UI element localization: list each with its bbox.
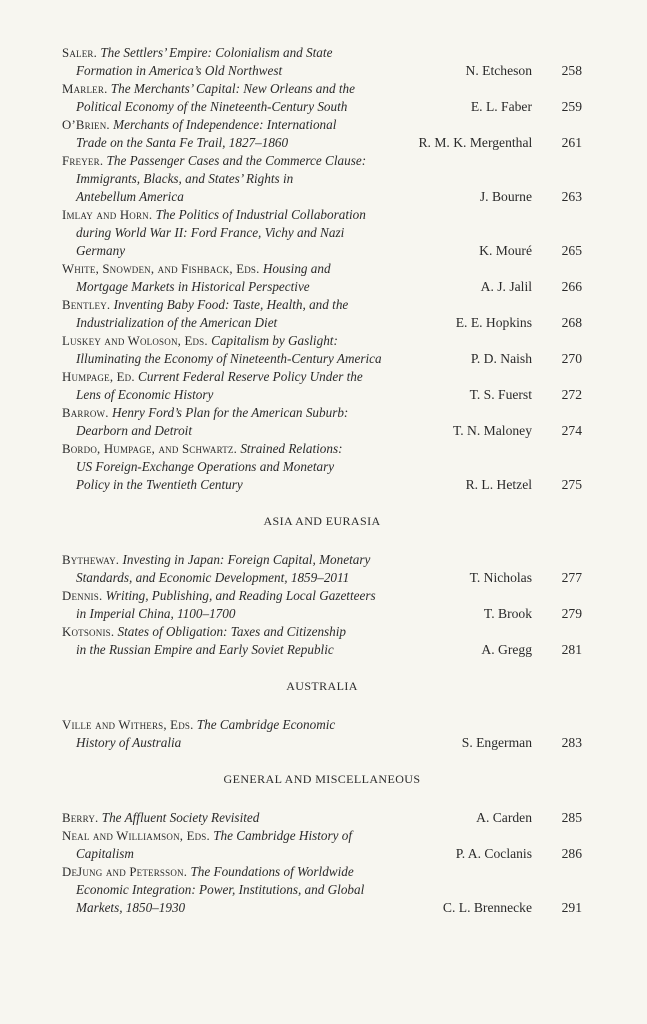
reviewer-name: E. L. Faber	[470, 99, 532, 114]
citation-line	[62, 134, 418, 152]
reviewer-name: R. L. Hetzel	[465, 477, 532, 492]
reviewer-name: C. L. Brennecke	[442, 900, 532, 915]
citation-line	[62, 206, 422, 224]
entry-citation	[62, 260, 422, 296]
book-authors: Kotsonis.	[62, 625, 115, 639]
review-entry	[62, 809, 582, 827]
review-entry	[62, 551, 582, 587]
page-number: 270	[561, 351, 582, 366]
book-authors: Bordo, Humpage, and Schwartz.	[62, 442, 238, 456]
section-heading: ASIA AND EURASIA	[263, 514, 381, 528]
citation-line	[62, 716, 422, 734]
review-entry	[62, 260, 582, 296]
review-entry	[62, 368, 582, 404]
entry-citation	[62, 80, 422, 116]
citation-line	[62, 551, 422, 569]
book-title: The Settlers’ Empire: Colonialism and State	[100, 45, 333, 60]
book-authors: Barrow.	[62, 406, 109, 420]
citation-line	[62, 458, 422, 476]
book-title: Industrialization of the American Diet	[76, 315, 278, 330]
citation-line	[62, 863, 422, 881]
reviewer-name: N. Etcheson	[465, 63, 532, 78]
page-number: 265	[561, 243, 582, 258]
book-title: States of Obligation: Taxes and Citizenship	[117, 624, 347, 639]
book-title: Current Federal Reserve Policy Under the	[138, 369, 363, 384]
citation-line	[62, 260, 422, 278]
page-number: 285	[561, 810, 582, 825]
reviewer-name: E. E. Hopkins	[455, 315, 532, 330]
entry-citation	[62, 152, 422, 206]
citation-line	[62, 224, 422, 242]
reviewer-name: T. S. Fuerst	[469, 387, 532, 402]
book-authors: Luskey and Woloson, Eds.	[62, 334, 208, 348]
book-title: Immigrants, Blacks, and States’ Rights in	[76, 171, 294, 186]
reviewer-name: P. A. Coclanis	[455, 846, 532, 861]
book-title: The Cambridge History of	[213, 828, 353, 843]
book-title: Strained Relations:	[240, 441, 343, 456]
review-entry	[62, 623, 582, 659]
entry-citation	[62, 587, 422, 623]
book-title: Economic Integration: Power, Institutions, and Global	[76, 882, 365, 897]
citation-line	[62, 809, 422, 827]
reviewer-name: T. Nicholas	[469, 570, 532, 585]
citation-line	[62, 605, 422, 623]
review-entry	[62, 206, 582, 260]
citation-line	[62, 404, 422, 422]
entry-citation	[62, 206, 422, 260]
contents-list	[62, 44, 582, 917]
citation-line	[62, 899, 422, 917]
book-title: Illuminating the Economy of Nineteenth-Century America	[76, 351, 382, 366]
review-entry	[62, 587, 582, 623]
reviewer-name: A. Carden	[476, 810, 532, 825]
book-authors: Dennis.	[62, 589, 103, 603]
review-entry	[62, 116, 582, 152]
citation-line	[62, 350, 422, 368]
book-title: Inventing Baby Food: Taste, Health, and the	[113, 297, 349, 312]
book-title: Markets, 1850–1930	[76, 900, 186, 915]
page-number: 277	[561, 570, 582, 585]
book-authors: Freyer.	[62, 154, 104, 168]
citation-line	[62, 296, 422, 314]
book-title: Formation in America’s Old Northwest	[76, 63, 283, 78]
review-entry	[62, 716, 582, 752]
book-title: in Imperial China, 1100–1700	[76, 606, 236, 621]
entry-citation	[62, 623, 422, 659]
book-authors: Ville and Withers, Eds.	[62, 718, 194, 732]
book-title: Antebellum America	[76, 189, 184, 204]
book-title: Writing, Publishing, and Reading Local Gazetteers	[105, 588, 376, 603]
page-number: 281	[561, 642, 582, 657]
citation-line	[62, 188, 422, 206]
entry-citation	[62, 863, 422, 917]
citation-line	[62, 368, 422, 386]
review-entry	[62, 152, 582, 206]
book-title: History of Australia	[76, 735, 182, 750]
entry-citation	[62, 404, 422, 440]
entry-citation	[62, 116, 418, 152]
citation-line	[62, 881, 422, 899]
book-title: Lens of Economic History	[76, 387, 214, 402]
reviewer-name: T. N. Maloney	[452, 423, 532, 438]
page-number: 272	[561, 387, 582, 402]
book-authors: Saler.	[62, 46, 98, 60]
citation-line	[62, 623, 422, 641]
citation-line	[62, 242, 422, 260]
book-title: Policy in the Twentieth Century	[76, 477, 243, 492]
citation-line	[62, 845, 422, 863]
book-title: The Cambridge Economic	[196, 717, 336, 732]
book-title: Trade on the Santa Fe Trail, 1827–1860	[76, 135, 289, 150]
entry-citation	[62, 551, 422, 587]
reviewer-name: T. Brook	[483, 606, 532, 621]
citation-line	[62, 827, 422, 845]
citation-line	[62, 152, 422, 170]
book-title: Capitalism by Gaslight:	[211, 333, 338, 348]
review-entry	[62, 863, 582, 917]
citation-line	[62, 332, 422, 350]
book-authors: DeJung and Petersson.	[62, 865, 188, 879]
citation-line	[62, 641, 422, 659]
citation-line	[62, 476, 422, 494]
book-title: Standards, and Economic Development, 1859–2011	[76, 570, 350, 585]
review-entry	[62, 296, 582, 332]
citation-line	[62, 440, 422, 458]
book-title: Mortgage Markets in Historical Perspective	[76, 279, 310, 294]
book-title: in the Russian Empire and Early Soviet Republic	[76, 642, 334, 657]
page-number: 268	[561, 315, 582, 330]
book-authors: Marler.	[62, 82, 108, 96]
book-authors: Bentley.	[62, 298, 111, 312]
page-number: 275	[561, 477, 582, 492]
citation-line	[62, 422, 422, 440]
page-number: 258	[561, 63, 582, 78]
citation-line	[62, 62, 422, 80]
page-number: 266	[561, 279, 582, 294]
book-authors: Berry.	[62, 811, 99, 825]
book-authors: Humpage, Ed.	[62, 370, 135, 384]
book-title: Investing in Japan: Foreign Capital, Monetary	[122, 552, 371, 567]
page-number: 263	[561, 189, 582, 204]
reviewer-name: R. M. K. Mergenthal	[418, 135, 533, 150]
book-authors: White, Snowden, and Fishback, Eds.	[62, 262, 260, 276]
page-number: 279	[561, 606, 582, 621]
entry-citation	[62, 716, 422, 752]
citation-line	[62, 386, 422, 404]
entry-citation	[62, 827, 422, 863]
page-number: 261	[561, 135, 582, 150]
book-title: Housing and	[262, 261, 331, 276]
review-entry	[62, 44, 582, 80]
reviewer-name: A. Gregg	[481, 642, 532, 657]
book-title: Capitalism	[76, 846, 134, 861]
citation-line	[62, 116, 418, 134]
review-entry	[62, 80, 582, 116]
book-authors: Bytheway.	[62, 553, 120, 567]
entry-citation	[62, 332, 422, 368]
book-title: The Passenger Cases and the Commerce Clause:	[106, 153, 367, 168]
book-authors: O’Brien.	[62, 118, 110, 132]
book-title: The Foundations of Worldwide	[190, 864, 354, 879]
book-title: Political Economy of the Nineteenth-Century South	[76, 99, 348, 114]
reviewer-name: P. D. Naish	[470, 351, 532, 366]
book-title: The Merchants’ Capital: New Orleans and the	[110, 81, 355, 96]
reviewer-name: J. Bourne	[479, 189, 532, 204]
entry-citation	[62, 296, 422, 332]
page-number: 259	[561, 99, 582, 114]
page-number: 291	[561, 900, 582, 915]
entry-citation	[62, 809, 422, 827]
citation-line	[62, 98, 422, 116]
citation-line	[62, 170, 422, 188]
page-number: 274	[561, 423, 582, 438]
entry-citation	[62, 440, 422, 494]
review-entry	[62, 332, 582, 368]
citation-line	[62, 569, 422, 587]
book-authors: Neal and Williamson, Eds.	[62, 829, 210, 843]
book-title: The Affluent Society Revisited	[101, 810, 260, 825]
citation-line	[62, 278, 422, 296]
book-title: Germany	[76, 243, 126, 258]
reviewer-name: K. Mouré	[479, 243, 532, 258]
review-entry	[62, 827, 582, 863]
book-title: Dearborn and Detroit	[76, 423, 192, 438]
entry-citation	[62, 44, 422, 80]
section-heading: GENERAL AND MISCELLANEOUS	[223, 772, 421, 786]
citation-line	[62, 80, 422, 98]
section-heading: AUSTRALIA	[286, 679, 358, 693]
book-title: during World War II: Ford France, Vichy and Nazi	[76, 225, 345, 240]
citation-line	[62, 587, 422, 605]
citation-line	[62, 314, 422, 332]
review-entry	[62, 440, 582, 494]
book-title: Merchants of Independence: International	[113, 117, 337, 132]
citation-line	[62, 44, 422, 62]
citation-line	[62, 734, 422, 752]
book-title: The Politics of Industrial Collaboration	[155, 207, 366, 222]
book-title: Henry Ford’s Plan for the American Suburb:	[111, 405, 349, 420]
book-title: US Foreign-Exchange Operations and Monetary	[76, 459, 335, 474]
entry-citation	[62, 368, 422, 404]
page-number: 283	[561, 735, 582, 750]
reviewer-name: S. Engerman	[461, 735, 532, 750]
book-authors: Imlay and Horn.	[62, 208, 153, 222]
page-number: 286	[561, 846, 582, 861]
review-entry	[62, 404, 582, 440]
reviewer-name: A. J. Jalil	[480, 279, 532, 294]
